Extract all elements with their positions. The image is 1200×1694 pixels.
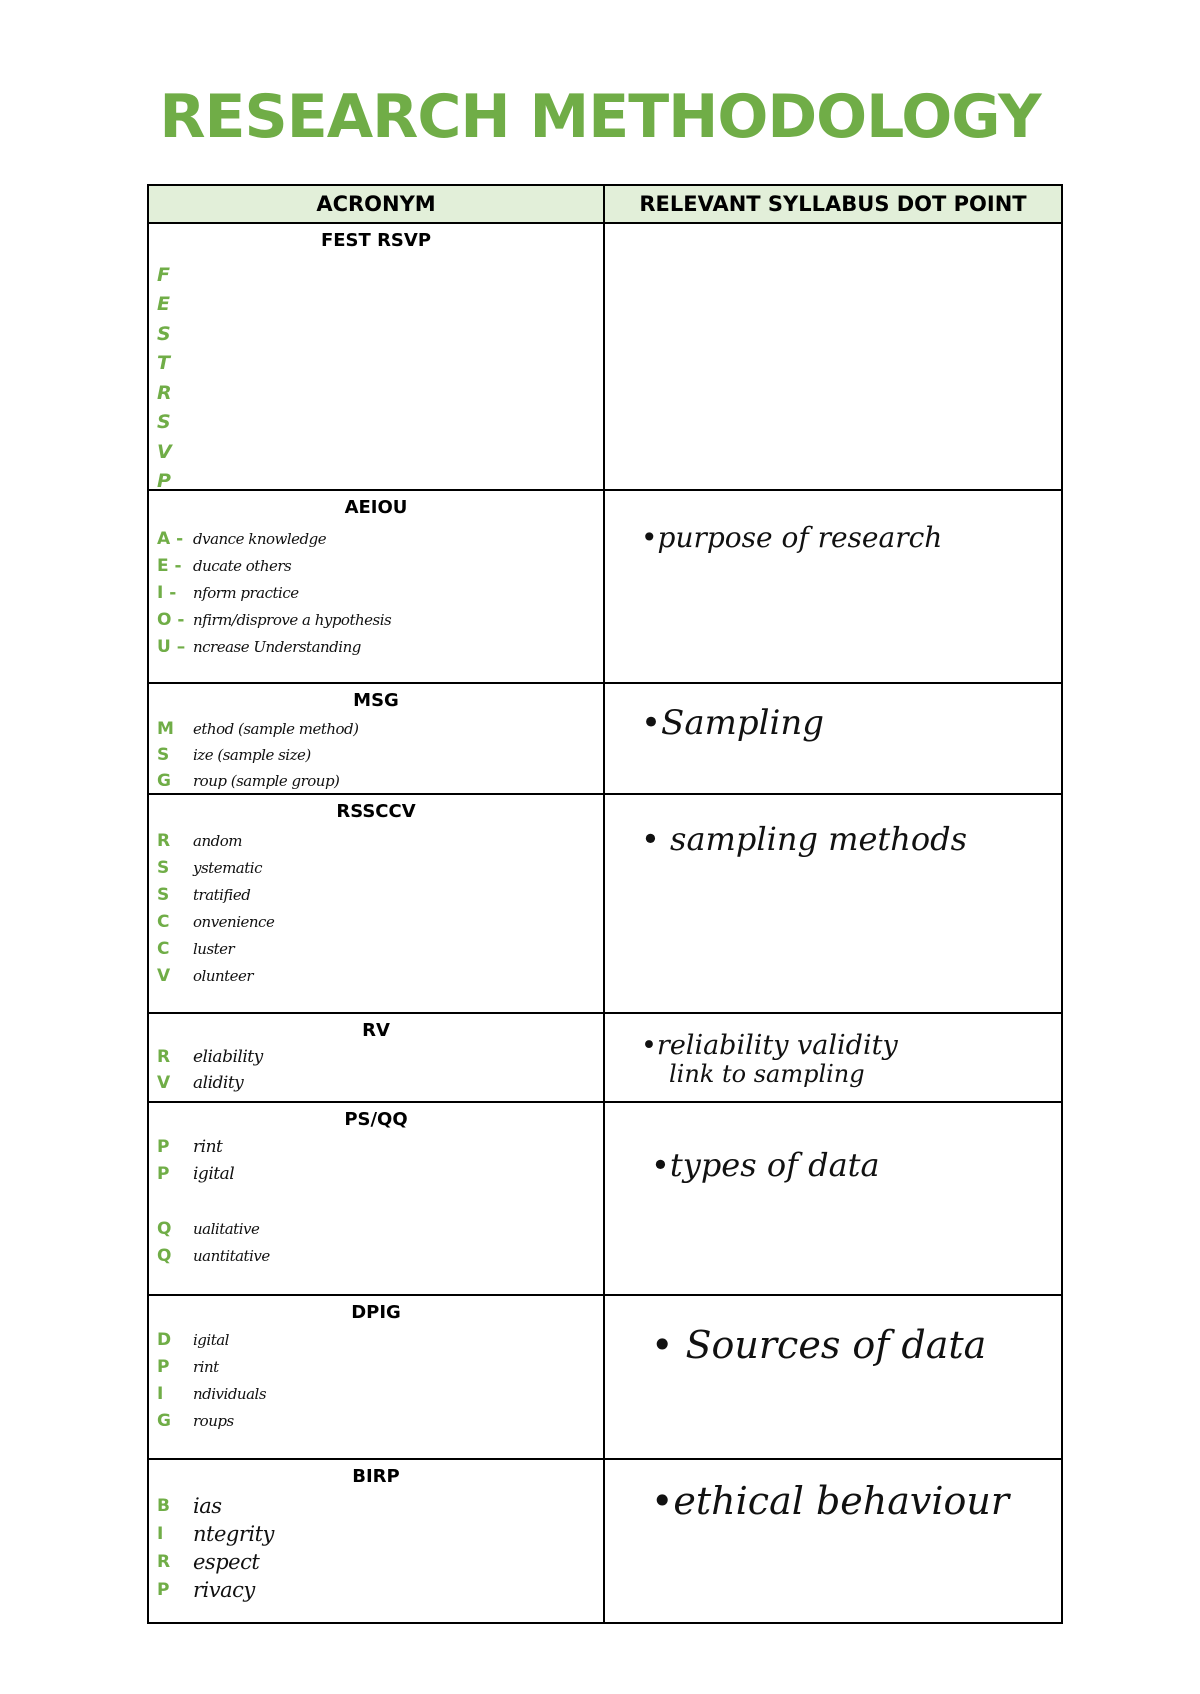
letter-list bbox=[157, 827, 274, 989]
syllabus-cell-rv bbox=[605, 1014, 1061, 1103]
handwritten-expansion: roups bbox=[193, 1411, 234, 1430]
letter-item bbox=[157, 1326, 266, 1353]
header-syllabus-dot-point: RELEVANT SYLLABUS DOT POINT bbox=[605, 186, 1061, 224]
acronym-title: BIRP bbox=[352, 1466, 400, 1487]
handwritten-expansion: ize (sample size) bbox=[193, 746, 311, 764]
handwritten-expansion: rivacy bbox=[193, 1578, 255, 1602]
acronym-cell-fest-rsvp bbox=[149, 224, 605, 491]
letter-item bbox=[157, 467, 193, 492]
syllabus-cell-birp bbox=[605, 1460, 1061, 1622]
handwritten-expansion: ncrease Understanding bbox=[193, 637, 361, 656]
acronym-letter: T bbox=[157, 352, 170, 375]
handwritten-expansion: nform practice bbox=[193, 583, 299, 602]
letter-item bbox=[157, 854, 274, 881]
letter-item bbox=[157, 1548, 274, 1576]
acronym-letter: S bbox=[157, 411, 171, 434]
acronym-letter: S bbox=[157, 884, 170, 905]
handwritten-expansion: tratified bbox=[193, 885, 251, 904]
handwritten-expansion: igital bbox=[193, 1163, 235, 1184]
acronym-title: FEST RSVP bbox=[320, 230, 432, 251]
letter-item bbox=[157, 1492, 274, 1520]
acronym-table bbox=[147, 184, 1063, 1624]
handwritten-expansion: nfirm/disprove a hypothesis bbox=[193, 610, 392, 629]
syllabus-dot-point: •types of data bbox=[651, 1146, 880, 1184]
letter-item bbox=[157, 408, 193, 438]
letter-item bbox=[157, 1215, 270, 1242]
acronym-title: MSG bbox=[353, 690, 399, 711]
handwritten-expansion: ualitative bbox=[193, 1219, 260, 1238]
letter-item bbox=[157, 716, 359, 742]
acronym-cell-dpig bbox=[149, 1296, 605, 1460]
acronym-letter: R bbox=[157, 1552, 171, 1572]
acronym-letter: Q bbox=[157, 1245, 172, 1266]
letter-item bbox=[157, 742, 359, 768]
acronym-letter: P bbox=[157, 1136, 170, 1157]
handwritten-expansion: alidity bbox=[193, 1073, 244, 1093]
acronym-letter: B bbox=[157, 1496, 170, 1516]
acronym-letter: P bbox=[157, 470, 171, 491]
letter-item bbox=[157, 962, 274, 989]
letter-item bbox=[157, 1407, 266, 1434]
letter-item bbox=[157, 290, 193, 320]
acronym-letter: O - bbox=[157, 609, 185, 630]
handwritten-expansion: roup (sample group) bbox=[193, 772, 340, 790]
syllabus-cell-psqq bbox=[605, 1103, 1061, 1296]
syllabus-dot-point: • Sources of data bbox=[651, 1323, 987, 1367]
letter-item bbox=[157, 437, 193, 467]
acronym-letter: E bbox=[157, 293, 170, 316]
acronym-letter: R bbox=[157, 1047, 171, 1067]
acronym-letter: S bbox=[157, 745, 170, 765]
letter-list bbox=[157, 1133, 270, 1269]
acronym-letter: P bbox=[157, 1163, 170, 1184]
handwritten-expansion: rint bbox=[193, 1357, 219, 1376]
letter-item bbox=[157, 1070, 263, 1096]
acronym-cell-rv bbox=[149, 1014, 605, 1103]
page-title: RESEARCH METHODOLOGY bbox=[159, 82, 1041, 152]
acronym-letter: U – bbox=[157, 636, 186, 657]
acronym-title: RSSCCV bbox=[336, 801, 416, 822]
handwritten-expansion: andom bbox=[193, 831, 242, 850]
letter-item bbox=[157, 1520, 274, 1548]
syllabus-cell-aeiou bbox=[605, 491, 1061, 684]
syllabus-dot-point: •purpose of research bbox=[641, 521, 943, 554]
acronym-letter: F bbox=[157, 263, 170, 286]
acronym-letter: G bbox=[157, 771, 171, 791]
handwritten-expansion: rint bbox=[193, 1136, 223, 1157]
acronym-cell-aeiou bbox=[149, 491, 605, 684]
syllabus-dot-point: • sampling methods bbox=[641, 820, 968, 858]
acronym-letter: D bbox=[157, 1329, 172, 1350]
acronym-letter: I bbox=[157, 1383, 164, 1404]
syllabus-cell-msg bbox=[605, 684, 1061, 795]
acronym-letter: C bbox=[157, 911, 170, 932]
letter-item bbox=[157, 1133, 270, 1160]
letter-item bbox=[157, 633, 391, 660]
letter-item bbox=[157, 552, 391, 579]
handwritten-expansion: ias bbox=[193, 1494, 222, 1518]
handwritten-expansion: espect bbox=[193, 1550, 260, 1574]
acronym-letter: V bbox=[157, 1073, 171, 1093]
letter-item bbox=[157, 606, 391, 633]
acronym-letter: I - bbox=[157, 582, 177, 603]
letter-item bbox=[157, 1353, 266, 1380]
syllabus-cell-fest-rsvp bbox=[605, 224, 1061, 491]
acronym-title: AEIOU bbox=[344, 497, 408, 518]
letter-list bbox=[157, 525, 391, 660]
letter-item bbox=[157, 881, 274, 908]
letter-item bbox=[157, 1160, 270, 1187]
letter-item bbox=[157, 935, 274, 962]
handwritten-expansion: ystematic bbox=[193, 858, 262, 877]
header-acronym: ACRONYM bbox=[149, 186, 605, 224]
acronym-title: RV bbox=[362, 1020, 390, 1041]
acronym-letter: P bbox=[157, 1580, 170, 1600]
acronym-letter: V bbox=[157, 440, 172, 463]
handwritten-expansion: ethod (sample method) bbox=[193, 720, 359, 738]
acronym-letter: C bbox=[157, 938, 170, 959]
letter-list bbox=[157, 1044, 263, 1096]
acronym-title: DPIG bbox=[351, 1302, 401, 1323]
letter-item bbox=[157, 768, 359, 794]
acronym-letter: G bbox=[157, 1410, 171, 1431]
letter-item bbox=[157, 260, 193, 290]
handwritten-expansion: luster bbox=[193, 939, 235, 958]
letter-item bbox=[157, 827, 274, 854]
letter-item bbox=[157, 579, 391, 606]
acronym-letter: S bbox=[157, 322, 171, 345]
acronym-cell-msg bbox=[149, 684, 605, 795]
letter-item bbox=[157, 349, 193, 379]
syllabus-dot-point: •ethical behaviour bbox=[651, 1479, 1010, 1523]
handwritten-expansion: uantitative bbox=[193, 1246, 270, 1265]
acronym-letter: P bbox=[157, 1356, 170, 1377]
syllabus-cell-rssccv bbox=[605, 795, 1061, 1014]
acronym-cell-birp bbox=[149, 1460, 605, 1622]
syllabus-dot-point: •Sampling bbox=[641, 703, 825, 743]
acronym-letter: M bbox=[157, 719, 174, 739]
letter-item bbox=[157, 908, 274, 935]
acronym-letter: S bbox=[157, 857, 170, 878]
letter-item bbox=[157, 1187, 270, 1215]
letter-item bbox=[157, 525, 391, 552]
acronym-letter: R bbox=[157, 381, 172, 404]
letter-item bbox=[157, 1044, 263, 1070]
acronym-letter: V bbox=[157, 965, 171, 986]
acronym-letter: Q bbox=[157, 1218, 172, 1239]
handwritten-expansion: ducate others bbox=[193, 556, 292, 575]
acronym-cell-psqq bbox=[149, 1103, 605, 1296]
syllabus-dot-point-continuation: link to sampling bbox=[669, 1060, 865, 1088]
handwritten-expansion: ntegrity bbox=[193, 1522, 274, 1546]
acronym-letter: A - bbox=[157, 528, 184, 549]
letter-list bbox=[157, 1492, 274, 1604]
letter-list bbox=[157, 260, 193, 491]
acronym-letter: I bbox=[157, 1524, 164, 1544]
handwritten-expansion: eliability bbox=[193, 1047, 263, 1067]
letter-item bbox=[157, 1380, 266, 1407]
handwritten-expansion: ndividuals bbox=[193, 1384, 267, 1403]
handwritten-expansion: olunteer bbox=[193, 966, 254, 985]
handwritten-expansion: igital bbox=[193, 1330, 229, 1349]
acronym-letter: E - bbox=[157, 555, 182, 576]
letter-list bbox=[157, 716, 359, 794]
letter-item bbox=[157, 319, 193, 349]
acronym-letter: R bbox=[157, 830, 171, 851]
handwritten-expansion: dvance knowledge bbox=[193, 529, 327, 548]
syllabus-dot-point: •reliability validity bbox=[641, 1030, 898, 1061]
handwritten-expansion: onvenience bbox=[193, 912, 275, 931]
letter-item bbox=[157, 378, 193, 408]
acronym-cell-rssccv bbox=[149, 795, 605, 1014]
syllabus-cell-dpig bbox=[605, 1296, 1061, 1460]
letter-list bbox=[157, 1326, 266, 1434]
letter-item bbox=[157, 1576, 274, 1604]
letter-item bbox=[157, 1242, 270, 1269]
acronym-title: PS/QQ bbox=[344, 1109, 408, 1130]
